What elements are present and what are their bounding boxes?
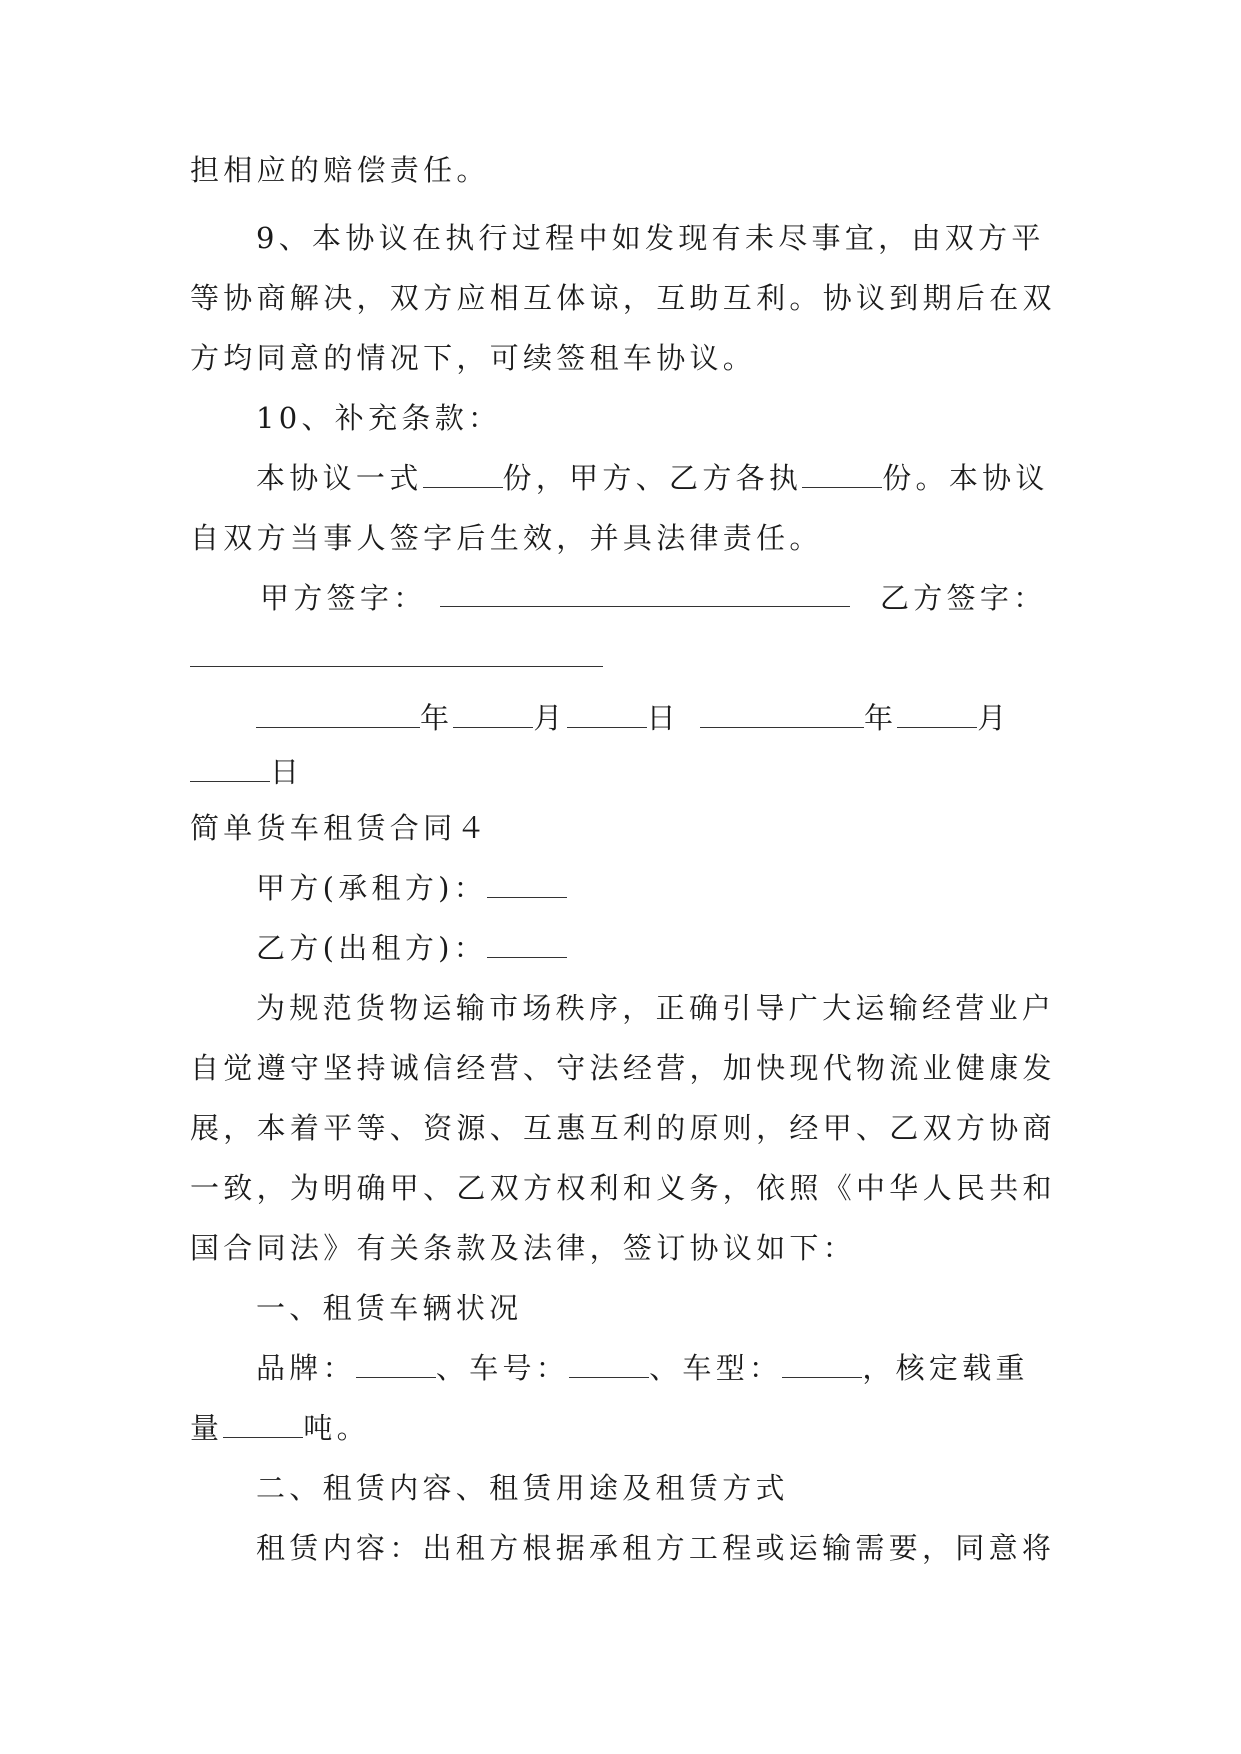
day-blank [567, 699, 647, 728]
paragraph-line: 国合同法》有关条款及法律，签订协议如下： [190, 1231, 857, 1265]
paragraph-line: 自觉遵守坚持诚信经营、守法经营，加快现代物流业健康发 [190, 1051, 1056, 1085]
copies-text: 本协议一式 [256, 461, 423, 495]
copies-text: 份，甲方、乙方各执 [502, 461, 803, 495]
brand-label: 品牌： [256, 1351, 356, 1385]
day-blank [190, 753, 270, 782]
year-blank [700, 699, 864, 728]
section-2-heading: 二、租赁内容、租赁用途及租赁方式 [256, 1471, 789, 1505]
copies-text: 份。本协议 [882, 461, 1049, 495]
clause-10-heading: 10、补充条款： [256, 401, 502, 435]
paragraph-line: 一致，为明确甲、乙双方权利和义务，依照《中华人民共和 [190, 1171, 1056, 1205]
party-a-signature-line [440, 606, 850, 607]
clause-9-line: 9、本协议在执行过程中如发现有未尽事宜，由双方平 [256, 221, 1045, 255]
day-label: 日 [270, 755, 304, 789]
party-b-signature-label: 乙方签字： [880, 581, 1047, 615]
year-label: 年 [863, 701, 898, 735]
tonnage-unit: 吨。 [303, 1411, 370, 1445]
party-b-line [256, 928, 1050, 968]
party-a-label: 甲方(承租方)： [256, 871, 488, 905]
paragraph-line: 担相应的赔偿责任。 [190, 153, 490, 187]
party-a-line [256, 868, 1050, 908]
month-blank [897, 699, 977, 728]
party-a-signature-label: 甲方签字： [260, 581, 427, 615]
load-label: 量 [190, 1411, 224, 1445]
copies-each-blank [802, 459, 882, 488]
copies-line [256, 458, 1050, 498]
date-line [256, 698, 1050, 738]
plate-blank [569, 1349, 649, 1378]
preamble-line: 为规范货物运输市场秩序，正确引导广大运输经营业户 [256, 991, 1056, 1025]
month-label: 月 [977, 701, 1011, 735]
paragraph-line: 自双方当事人签字后生效，并具法律责任。 [190, 521, 823, 555]
vehicle-details-line [256, 1348, 1050, 1388]
vehicle-details-line-continued [190, 1408, 1050, 1448]
party-b-blank [487, 929, 567, 958]
load-label: ，核定载重 [862, 1351, 1029, 1385]
day-label: 日 [646, 701, 680, 735]
month-label: 月 [533, 701, 567, 735]
contract-title: 简单货车租赁合同４ [190, 811, 490, 845]
year-blank [256, 699, 420, 728]
plate-label: 、车号： [435, 1351, 570, 1385]
brand-blank [356, 1349, 436, 1378]
party-a-blank [487, 869, 567, 898]
model-blank [782, 1349, 862, 1378]
year-label: 年 [420, 701, 454, 735]
month-blank [453, 699, 533, 728]
paragraph-line: 展，本着平等、资源、互惠互利的原则，经甲、乙双方协商 [190, 1111, 1056, 1145]
party-b-signature-line [190, 666, 603, 667]
paragraph-line: 方均同意的情况下，可续签租车协议。 [190, 341, 757, 375]
party-b-label: 乙方(出租方)： [256, 931, 488, 965]
tonnage-blank [223, 1409, 303, 1438]
paragraph-line: 等协商解决，双方应相互体谅，互助互利。协议到期后在双 [190, 281, 1056, 315]
date-line-continued [190, 752, 1050, 792]
lease-content-line: 租赁内容：出租方根据承租方工程或运输需要，同意将 [256, 1531, 1056, 1565]
model-label: 、车型： [649, 1351, 783, 1385]
section-1-heading: 一、租赁车辆状况 [256, 1291, 523, 1325]
copies-total-blank [423, 459, 503, 488]
